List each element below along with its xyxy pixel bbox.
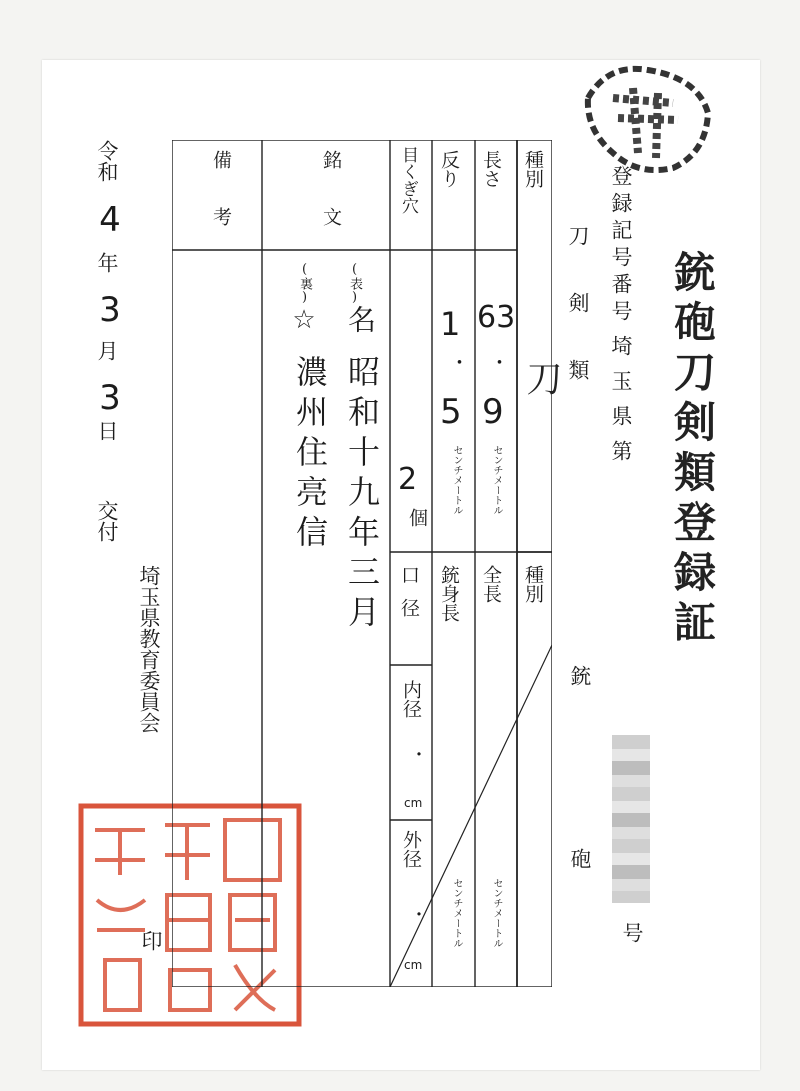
header-curve: 反り [438,150,460,188]
inscription-ura-mark: ☆ [289,305,319,335]
value-curve-dec: 5 [440,392,462,432]
date-day: 3 [90,378,130,418]
gun-outer-label: 外径 [400,830,422,868]
value-type: 刀 [521,360,562,396]
top-stamp-icon [578,58,718,178]
header-inscription: 銘文 [320,150,342,264]
gun-outer-unit: cm [404,958,423,972]
date-era: 令和 [95,140,119,182]
date-year: 4 [90,200,130,240]
date-month: 3 [90,290,130,330]
value-length-int: 63 [477,300,516,335]
date-day-label: 日 [95,420,119,441]
gun-header-total: 全長 [480,565,502,603]
value-peg-count: 2 [398,462,418,497]
value-peg-unit: 個 [406,508,428,527]
header-length: 長さ [480,150,502,188]
value-curve-int: 1 [440,305,461,343]
registration-label: 登録記号番号 [609,165,633,327]
header-peg: 目くぎ穴 [398,146,418,214]
gun-header-type: 種別 [522,565,544,603]
gun-header-barrel: 銃身長 [438,565,460,622]
curve-unit: センチメートル [451,445,462,515]
gun-barrel-unit: センチメートル [451,878,462,948]
gun-inner-dot: ・ [407,745,428,763]
inscription-ura: 濃州住亮信 [291,355,329,555]
inscription-omote-tag: (表) [347,262,362,305]
document-title: 銃砲刀剣類登録証 [668,250,717,650]
date-issue: 交付 [95,500,119,542]
date-year-label: 年 [95,252,119,273]
gun-header-caliber: 口径 [398,565,420,631]
registration-suffix: 号 [620,922,644,943]
gun-total-unit: センチメートル [491,878,502,948]
registration-prefecture: 埼玉県第 [609,335,633,475]
header-type: 種別 [522,150,544,188]
value-length-dec: 9 [482,392,504,432]
inscription-ura-tag: (裏) [297,262,312,305]
length-unit: センチメートル [491,445,502,515]
value-length-dot: ・ [486,352,510,372]
inscription-omote: 昭和十九年三月 [343,355,381,635]
gun-inner-label: 内径 [400,680,422,718]
issuer-name: 埼玉県教育委員会 [137,565,161,733]
gun-category-label-a: 銃 [568,665,592,686]
gun-inner-unit: cm [404,796,423,810]
value-curve-dot: ・ [446,352,470,372]
inscription-omote-mark: 名 [344,305,377,333]
redacted-number [612,735,650,903]
gun-category-label-b: 砲 [568,848,592,869]
gun-outer-dot: ・ [407,905,428,923]
seal-mark: 印 [139,930,163,951]
date-month-label: 月 [95,340,119,361]
header-remarks: 備考 [210,150,232,264]
sword-category-label: 刀剣類 [566,225,590,426]
